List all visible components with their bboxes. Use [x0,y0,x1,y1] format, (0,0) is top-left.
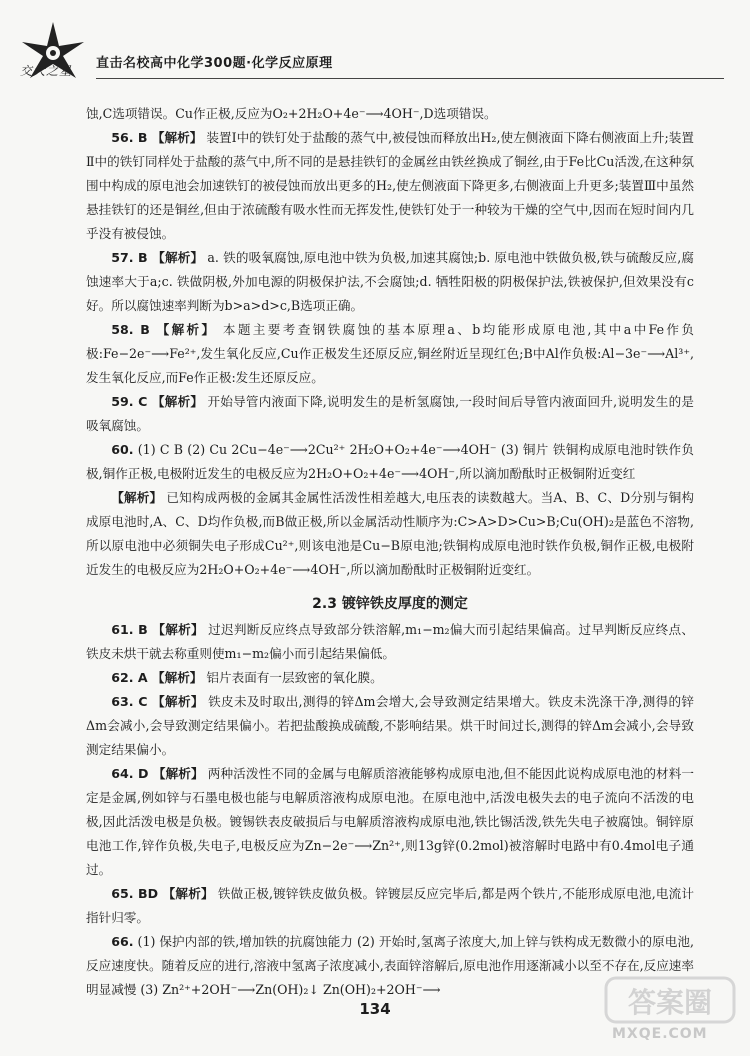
paragraph-55-tail: 蚀,C选项错误。Cu作正极,反应为O₂+2H₂O+4e⁻⟶4OH⁻,D选项错误。 [86,106,497,121]
answer-content [86,102,694,1002]
answer-57: 57. B 【解析】 a. 铁的吸氧腐蚀,原电池中铁为负极,加速其腐蚀;b. 原电池中铁做负极,铁与硫酸反应,腐蚀速率大于a;c. 铁做阴极,外加电源的阴极保护法,不会腐蚀;d. 牺牲阳极的阴极保护法,铁被保护,但效果没有c好。所以腐蚀速率判断为b>a>d>c,B选项正确。 [86,250,694,313]
answer-65: 65. BD 【解析】 铁做正极,镀锌铁皮做负极。锌镀层反应完毕后,都是两个铁片,不能形成原电池,电流计指针归零。 [86,886,694,925]
page-header [0,0,750,90]
answer-61: 61. B 【解析】 过迟判断反应终点导致部分铁溶解,m₁−m₂偏大而引起结果偏高。过早判断反应终点、铁皮未烘干就去称重则使m₁−m₂偏小而引起结果偏低。 [86,622,694,661]
header-divider [96,78,724,79]
answer-59: 59. C 【解析】 开始导管内液面下降,说明发生的是析氢腐蚀,一段时间后导管内液面回升,说明发生的是吸氧腐蚀。 [86,394,694,433]
header-title: 直击名校高中化学300题·化学反应原理 [96,56,333,71]
answer-58: 58. B 【解析】 本题主要考查钢铁腐蚀的基本原理a、b均能形成原电池,其中a中Fe作负极:Fe−2e⁻⟶Fe²⁺,发生氧化反应,Cu作正极发生还原反应,铜丝附近呈现红色;B中Al作负极:Al−3e⁻⟶Al³⁺,发生氧化反应,而Fe作正极:发生还原反应。 [86,322,694,385]
logo-text: 交大之星 [20,64,73,78]
section-title: 2.3 镀锌铁皮厚度的测定 [312,596,468,612]
page-number: 134 [359,1000,391,1018]
star-logo-icon [18,20,88,90]
answer-66: 66. (1) 保护内部的铁,增加铁的抗腐蚀能力 (2) 开始时,氢离子浓度大,加上锌与铁构成无数微小的原电池,反应速度快。随着反应的进行,溶液中氢离子浓度减小,表面锌溶解后,原电池作用逐渐减小以至不存在,反应速率明显减慢 (3) Zn²⁺+2OH⁻⟶Zn(OH)₂↓ Zn(OH)₂+2OH⁻⟶ [86,934,694,997]
answer-60-explanation: 【解析】 已知构成两极的金属其金属性活泼性相差越大,电压表的读数越大。当A、B、C、D分别与铜构成原电池时,A、C、D均作负极,而B做正极,所以金属活动性顺序为:C>A>D>Cu>B;Cu(OH)₂是蓝色不溶物,所以原电池中必须铜失电子形成Cu²⁺,则该电池是Cu−B原电池;铁铜构成原电池时铁作负极,铜作正极,电极附近发生的电极反应为2H₂O+O₂+4e⁻⟶4OH⁻,所以滴加酚酞时正极铜附近变红。 [86,490,694,577]
answer-64: 64. D 【解析】 两种活泼性不同的金属与电解质溶液能够构成原电池,但不能因此说构成原电池的材料一定是金属,例如锌与石墨电极也能与电解质溶液构成原电池。在原电池中,活泼电极失去的电子流向不活泼的电极,因此活泼电极是负极。镀锡铁表皮破损后与电解质溶液构成原电池,铁比锡活泼,铁先失电子被腐蚀。铜锌原电池工作,锌作负极,失电子,电极反应为Zn−2e⁻⟶Zn²⁺,则13g锌(0.2mol)被溶解时电路中有0.4mol电子通过。 [86,766,694,877]
answer-60: 60. (1) C B (2) Cu 2Cu−4e⁻⟶2Cu²⁺ 2H₂O+O₂+4e⁻⟶4OH⁻ (3) 铜片 铁铜构成原电池时铁作负极,铜作正极,电极附近发生的电极反应为2H₂O+O₂+4e⁻⟶4OH⁻,所以滴加酚酞时正极铜附近变红 [86,442,694,481]
answer-56: 56. B 【解析】 装置Ⅰ中的铁钉处于盐酸的蒸气中,被侵蚀而释放出H₂,使左侧液面下降右侧液面上升;装置Ⅱ中的铁钉同样处于盐酸的蒸气中,所不同的是悬挂铁钉的金属丝由铁丝换成了铜丝,由于Fe比Cu活泼,在这种氛围中构成的原电池会加速铁钉的被侵蚀而放出更多的H₂,使左侧液面下降更多,右侧液面上升更多;装置Ⅲ中虽然悬挂铁钉的还是铜丝,但由于浓硫酸有吸水性而无挥发性,使铁钉处于一种较为干燥的空气中,因而在短时间内几乎没有被侵蚀。 [86,130,694,241]
watermark-main-text: 答案圈 [627,986,713,1019]
answer-62: 62. A 【解析】 铝片表面有一层致密的氧化膜。 [111,670,383,685]
answer-63: 63. C 【解析】 铁皮未及时取出,测得的锌Δm会增大,会导致测定结果增大。铁皮未洗涤干净,测得的锌Δm会减小,会导致测定结果偏小。若把盐酸换成硫酸,不影响结果。烘干时间过长,测得的锌Δm会减小,会导致测定结果偏小。 [86,694,694,757]
watermark-sub-text: MXQE.COM [612,1026,708,1042]
